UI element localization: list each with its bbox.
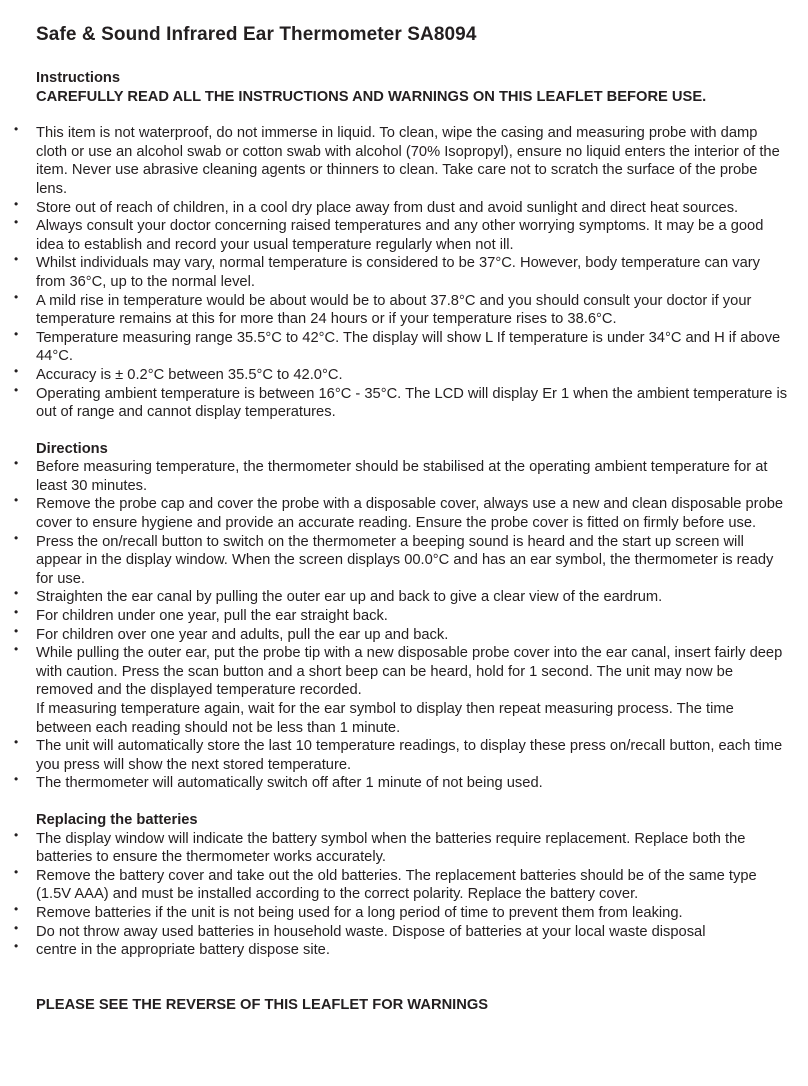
list-item: • Remove the probe cap and cover the probe with a disposable cover, always use a new and clean disposable probe cover to ensure hygiene and provide an accurate reading. Ensure the probe cover is fitted on firmly before use.	[14, 493, 784, 532]
bullet-icon: •	[14, 530, 19, 545]
directions-list	[14, 456, 790, 793]
list-item: • Remove the battery cover and take out the old batteries. The replacement batteries should be of the same type (1.5V AAA) and must be installed according to the correct polarity. Replace the battery cover.	[14, 864, 757, 903]
list-item: • Straighten the ear canal by pulling the outer ear up and back to give a clear view of the eardrum.	[14, 586, 663, 606]
list-item: • While pulling the outer ear, put the probe tip with a new disposable probe cover into the ear canal, insert fairly deep with caution. Press the scan button and a short beep can be heard, hold for 1 second. The unit may now be removed and the displayed temperature recorded. If measuring temperature again, wait for the ear symbol to display then repeat measuring process. The time between each reading should not be less than 1 minute.	[36, 644, 790, 737]
instructions-list	[14, 122, 790, 422]
bullet-icon: •	[14, 493, 19, 508]
bullet-icon: •	[14, 122, 19, 137]
bullet-icon: •	[14, 735, 19, 750]
directions-heading: Directions	[36, 440, 108, 457]
list-item: • Always consult your doctor concerning raised temperatures and any other worrying symptoms. It may be a good idea to establish and record your usual temperature regularly when not ill.	[14, 215, 764, 253]
list-item: • The unit will automatically store the last 10 temperature readings, to display these press on/recall button, each time you press will show the next stored temperature.	[14, 735, 783, 773]
bullet-icon: •	[14, 196, 19, 211]
page-title: Safe & Sound Infrared Ear Thermometer SA8094	[36, 24, 477, 45]
bullet-icon: •	[14, 642, 19, 657]
list-item: • Accuracy is ± 0.2°C between 35.5°C to 42.0°C.	[14, 363, 343, 383]
list-item: • Store out of reach of children, in a cool dry place away from dust and avoid sunlight and direct heat sources.	[14, 196, 739, 216]
bullet-icon: •	[14, 605, 19, 620]
bullet-icon: •	[14, 864, 19, 879]
list-item: • Operating ambient temperature is between 16°C - 35°C. The LCD will display Er 1 when the ambient temperature is out of range and cannot display temperatures.	[14, 382, 788, 421]
list-item: • Before measuring temperature, the thermometer should be stabilised at the operating ambient temperature for at least 30 minutes.	[14, 456, 768, 494]
bullet-icon: •	[14, 326, 19, 341]
list-item: • Temperature measuring range 35.5°C to 42°C. The display will show L If temperature is under 34°C and H if above 44°C.	[14, 326, 781, 365]
bullet-icon: •	[14, 382, 19, 397]
bullet-icon: •	[14, 920, 19, 935]
batteries-heading: Replacing the batteries	[36, 811, 198, 828]
bullet-icon: •	[14, 252, 19, 267]
bullet-icon: •	[14, 363, 19, 378]
list-item: • The display window will indicate the battery symbol when the batteries require replacement. Replace both the batteries to ensure the thermometer works accurately.	[14, 827, 746, 866]
bullet-icon: •	[14, 586, 19, 601]
list-item: • For children under one year, pull the ear straight back.	[14, 605, 388, 625]
list-item: • Whilst individuals may vary, normal temperature is considered to be 37°C. However, body temperature can vary from 36°C, up to the normal level.	[14, 252, 760, 290]
list-item: • Press the on/recall button to switch on the thermometer a beeping sound is heard and the start up screen will appear in the display window. When the screen displays 00.0°C and has an ear symbol, the thermometer is ready for use.	[14, 530, 774, 587]
list-item: • A mild rise in temperature would be about would be to about 37.8°C and you should consult your doctor if your temperature remains at this for more than 24 hours or if your temperature rises to 38.6°C.	[14, 289, 752, 328]
read-warning-line: CAREFULLY READ ALL THE INSTRUCTIONS AND WARNINGS ON THIS LEAFLET BEFORE USE.	[36, 88, 707, 105]
list-item: • Remove batteries if the unit is not being used for a long period of time to prevent them from leaking.	[14, 901, 683, 921]
bullet-icon: •	[14, 623, 19, 638]
bullet-icon: •	[14, 901, 19, 916]
list-item: • The thermometer will automatically switch off after 1 minute of not being used.	[14, 772, 543, 792]
bullet-icon: •	[14, 772, 19, 787]
bullet-icon: •	[14, 827, 19, 842]
bullet-icon: •	[14, 456, 19, 471]
bullet-icon: •	[14, 215, 19, 230]
bullet-icon: •	[14, 939, 19, 954]
list-item: • centre in the appropriate battery dispose site.	[14, 939, 330, 959]
repeat-measure-note: If measuring temperature again, wait for the ear symbol to display then repeat measuring process. The time between each reading should not be less than 1 minute.	[36, 701, 734, 736]
batteries-list	[14, 827, 790, 960]
list-item: • For children over one year and adults, pull the ear up and back.	[14, 623, 449, 643]
instructions-heading: Instructions	[36, 70, 121, 86]
reverse-warnings-note: PLEASE SEE THE REVERSE OF THIS LEAFLET FOR WARNINGS	[36, 996, 489, 1013]
list-item: • Do not throw away used batteries in household waste. Dispose of batteries at your local waste disposal	[14, 920, 706, 940]
list-item: • This item is not waterproof, do not immerse in liquid. To clean, wipe the casing and measuring probe with damp cloth or use an alcohol swab or cotton swab with alcohol (70% Isopropyl), ensure no liquid enters the interior of the item. Never use abrasive cleaning agents or thinners to clean. Take care not to scratch the surface of the probe lens.	[14, 122, 780, 197]
bullet-icon: •	[14, 289, 19, 304]
